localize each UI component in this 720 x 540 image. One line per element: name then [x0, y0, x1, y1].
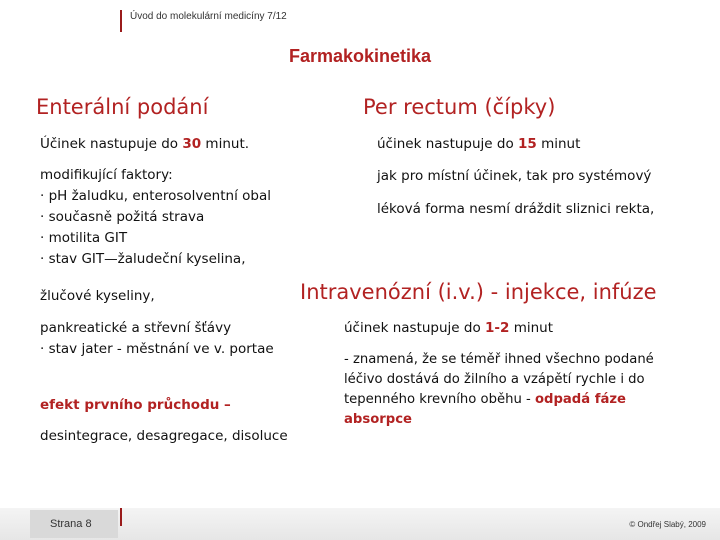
rectal-onset-value: 15 [518, 136, 537, 152]
iv-desc-line-3 [344, 390, 654, 410]
iv-highlight-1: odpadá fáze [534, 392, 626, 407]
iv-highlight-2: absorpce [344, 412, 412, 427]
enteral-heading: Enterální podání [36, 95, 209, 119]
rectal-line-1: jak pro místní účinek, tak pro systémový [377, 168, 652, 184]
footer-divider [120, 508, 122, 526]
enteral-onset-suffix: minut. [201, 136, 250, 152]
factors-title: modifikující faktory: [40, 167, 173, 183]
page-number: Strana 8 [50, 518, 92, 530]
rectal-line-2: léková forma nesmí dráždit sliznici rekta, [377, 201, 655, 217]
iv-description [344, 350, 654, 430]
iv-heading: Intravenózní (i.v.) - injekce, infúze [300, 280, 657, 304]
factor-item: žlučové kyseliny, [40, 288, 155, 304]
enteral-onset-value: 30 [182, 136, 202, 152]
first-pass-effect: efekt prvního průchodu – [40, 397, 231, 413]
factor-item: · stav GIT—žaludeční kyselina, [40, 251, 246, 267]
header-divider [120, 10, 122, 32]
factor-item: pankreatické a střevní šťávy [40, 320, 232, 336]
iv-desc-line: léčivo dostává do žilního a vzápětí rychle i do [344, 372, 645, 387]
iv-onset-value: 1-2 [485, 320, 510, 336]
rectal-onset-suffix: minut [536, 136, 581, 152]
rectal-heading: Per rectum (čípky) [363, 95, 556, 119]
copyright: © Ondřej Slabý, 2009 [629, 520, 706, 529]
factor-item: · stav jater - městnání ve v. portae [40, 341, 274, 357]
factor-item: · motilita GIT [40, 230, 128, 246]
factor-item: · současně požitá strava [40, 209, 205, 225]
iv-desc-line: tepenného krevního oběhu - [344, 392, 535, 407]
course-title: Úvod do molekulární medicíny 7/12 [130, 11, 287, 22]
enteral-onset [40, 134, 249, 155]
factor-item: · pH žaludku, enterosolventní obal [40, 188, 271, 204]
disintegration-text: desintegrace, desagregace, disoluce [40, 428, 288, 444]
iv-onset [344, 318, 553, 339]
iv-onset-suffix: minut [509, 320, 554, 336]
iv-onset-prefix: účinek nastupuje do [344, 320, 486, 336]
enteral-onset-prefix: Účinek nastupuje do [40, 136, 183, 152]
iv-desc-line: - znamená, že se téměř ihned všechno podané [344, 352, 654, 367]
rectal-onset [377, 134, 580, 155]
rectal-onset-prefix: účinek nastupuje do [377, 136, 519, 152]
slide-title: Farmakokinetika [288, 46, 432, 66]
